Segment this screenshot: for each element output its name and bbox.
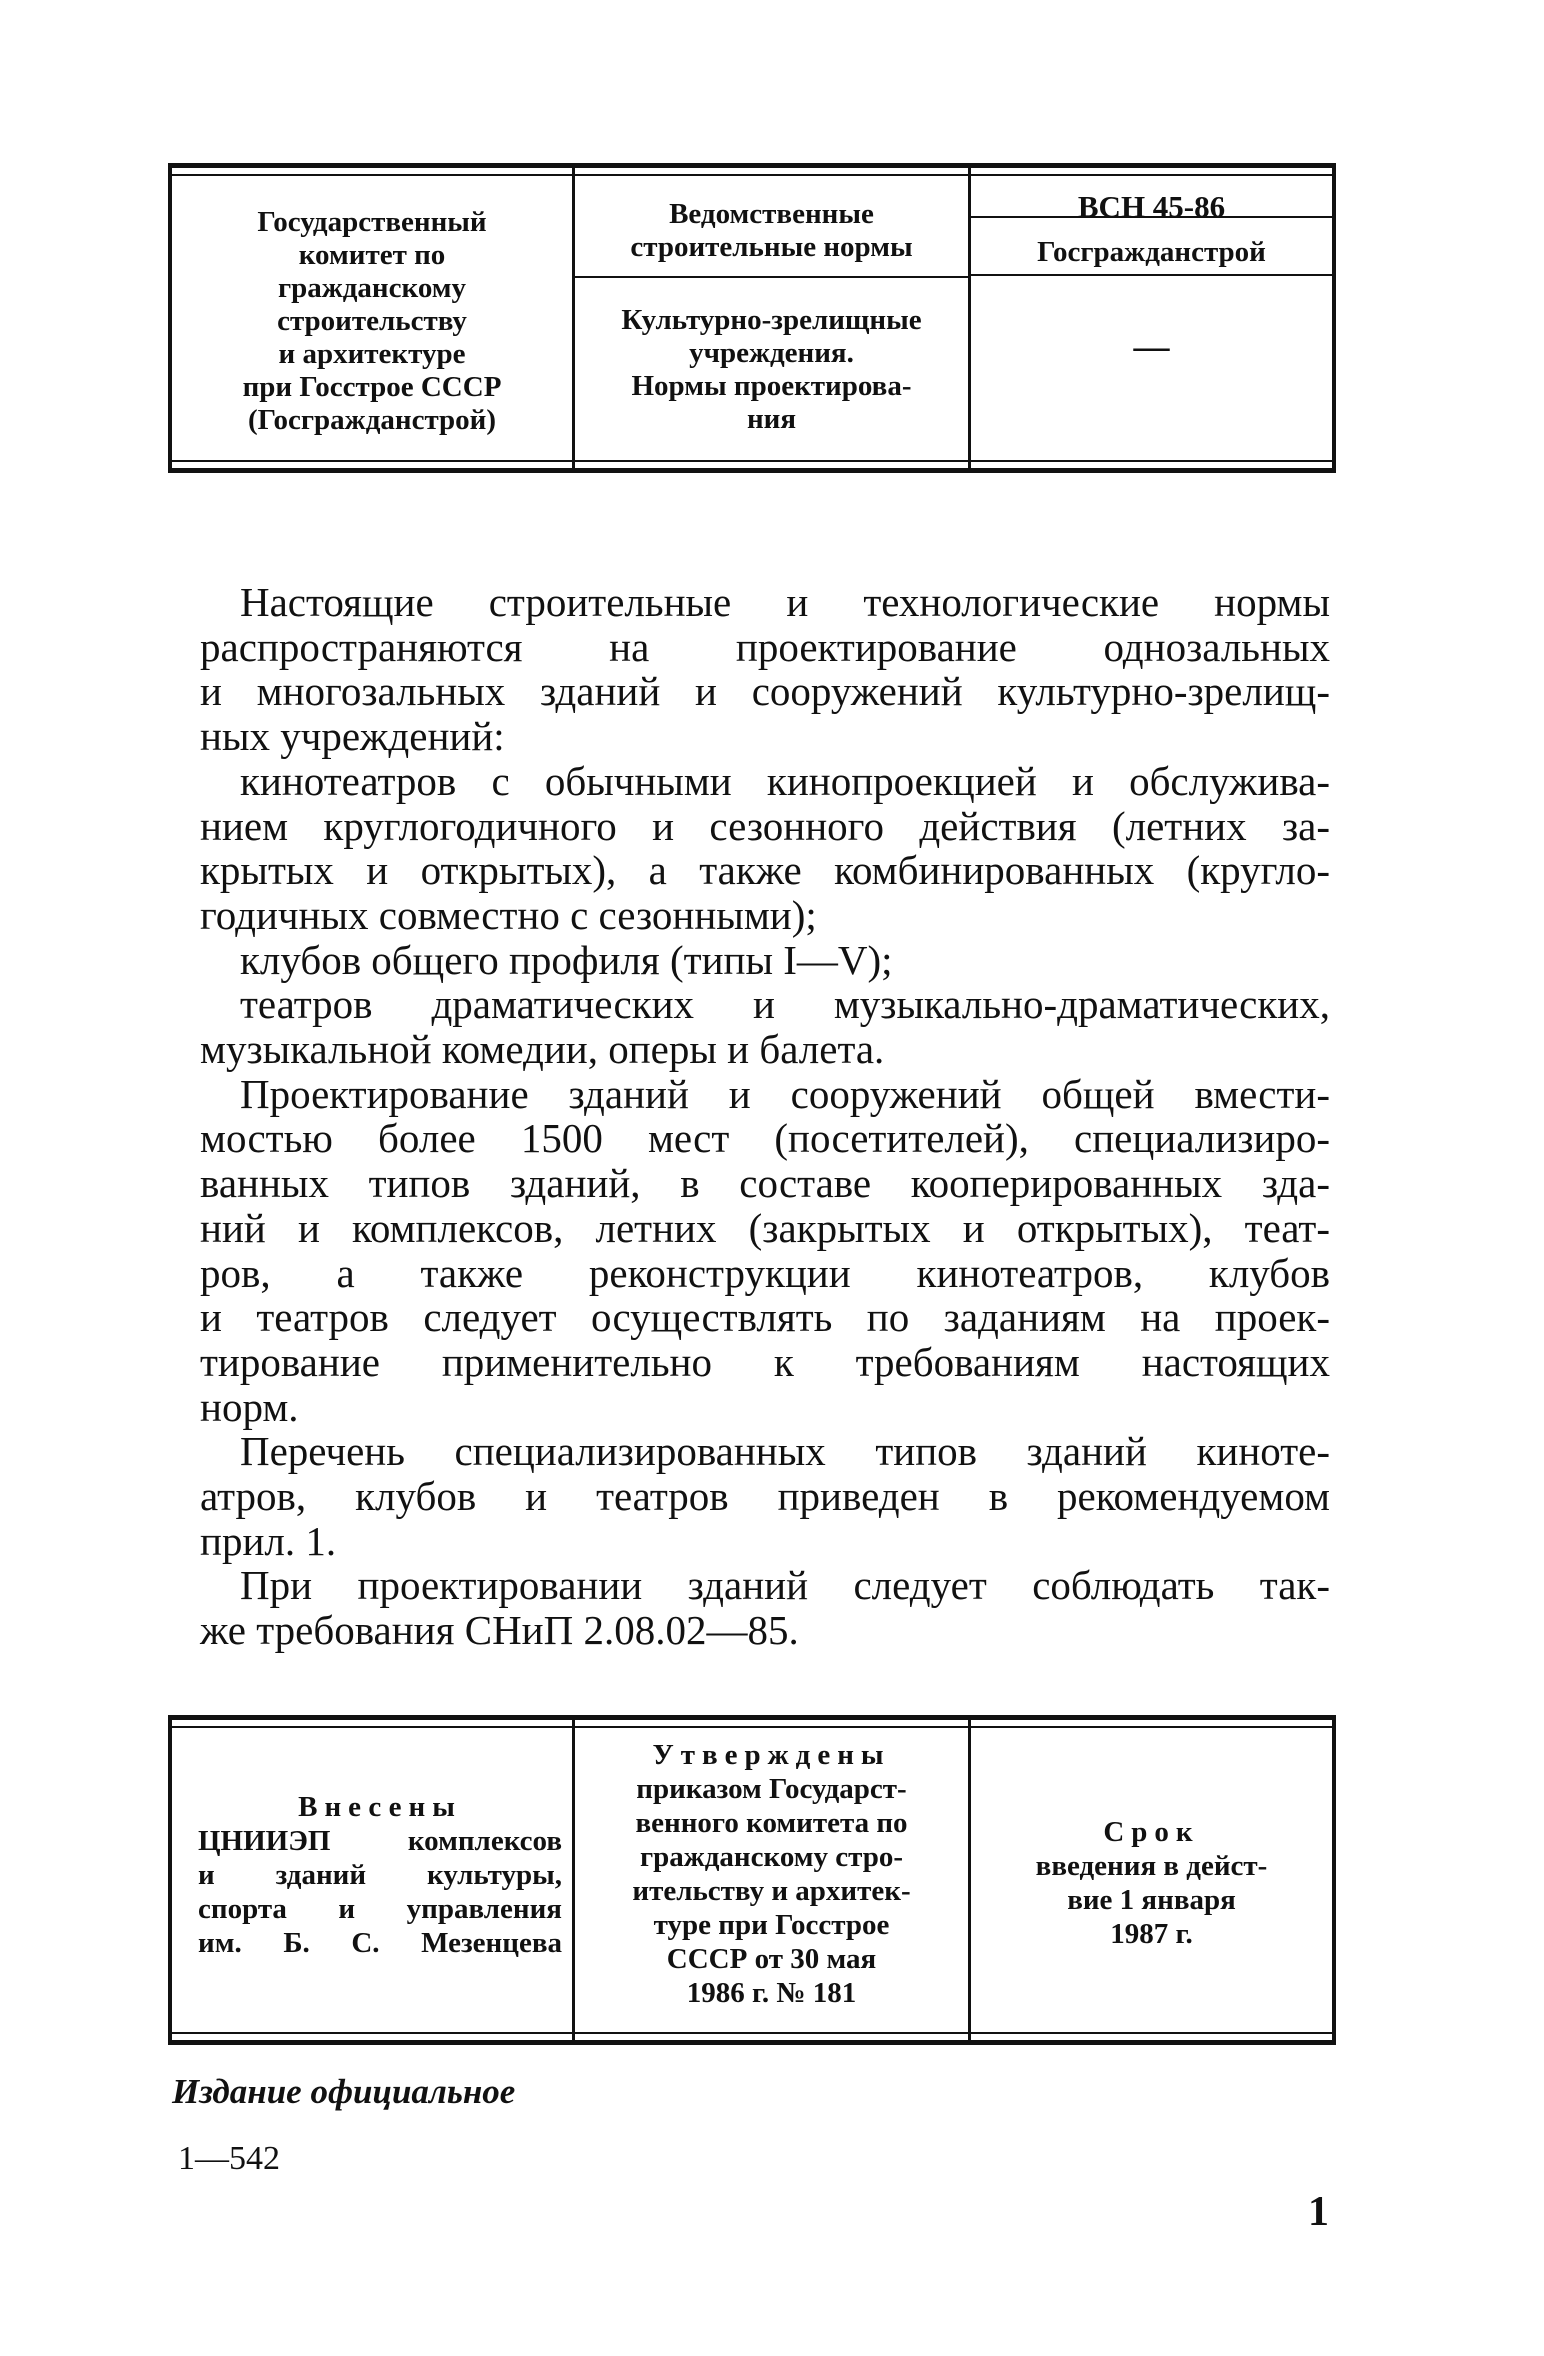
body-text <box>200 580 1330 1653</box>
paragraph-scope: Настоящие строительные и технологические нормы распространяются на проектирование однозальных и многозальных зданий и сооружений культурно-зрелищ- ных учреждений: <box>200 579 1330 760</box>
doc-title-cell <box>575 168 971 468</box>
edition-note: Издание официальное <box>172 2072 516 2111</box>
issuer-cell <box>168 168 575 468</box>
submitted-label: Внесены <box>298 1791 462 1823</box>
page-number: 1 <box>1308 2189 1329 2235</box>
issuer-line: и архитектуре <box>278 338 466 370</box>
doc-agency: Госгражданстрой <box>971 218 1332 276</box>
replaces-value: — <box>1133 326 1170 366</box>
paragraph-list: Перечень специализированных типов зданий киноте- атров, клубов и театров приведен в рекомендуемом прил. 1. <box>200 1428 1330 1564</box>
header-table <box>168 163 1336 473</box>
term-cell: Срок введения в дейст- вие 1 января 1987 г. <box>971 1720 1336 2040</box>
issuer-line: (Госгражданстрой) <box>247 404 497 436</box>
approval-table <box>168 1715 1336 2045</box>
doc-code: ВСН 45-86 <box>971 168 1332 218</box>
paragraph-clubs: клубов общего профиля (типы I—V); <box>240 936 893 983</box>
paragraph-cinemas: кинотеатров с обычными кинопроекцией и обслужива- нием круглогодичного и сезонного действия (летних за- крытых и открытых), а также комбинированных (кругло- годичных совместно с сезонными); <box>200 757 1330 938</box>
approved-label: Утверждены <box>652 1739 891 1771</box>
code-cell <box>971 168 1336 468</box>
submitted-cell: Внесены ЦНИИЭП комплексов и зданий культуры, спорта и управления им. Б. С. Мезенцева <box>168 1720 575 2040</box>
issuer-line: Государственный <box>257 206 487 238</box>
approved-cell: Утверждены приказом Государст- венного комитета по гражданскому стро- ительству и архитек- туре при Госстрое СССР от 30 мая 1986 г. № 181 <box>575 1720 971 2040</box>
paragraph-theatres: театров драматических и музыкально-драматических, музыкальной комедии, оперы и балета. <box>200 981 1330 1073</box>
term-label: Срок <box>1103 1816 1200 1848</box>
issuer-line: комитет по <box>298 239 446 271</box>
doc-type: Ведомственные строительные нормы <box>575 168 968 278</box>
doc-title: Культурно-зрелищные учреждения. Нормы проектирова- ния <box>621 304 922 435</box>
issuer-line: гражданскому <box>277 272 467 304</box>
print-code: 1—542 <box>178 2140 280 2177</box>
paragraph-design: Проектирование зданий и сооружений общей вмести- мостью более 1500 мест (посетителей), специализиро- ванных типов зданий, в составе кооперированных зда- ний и комплексов, летних (закрытых и открытых), теат- ров, а также реконструкции кинотеатров, клубов и театров следует осуществлять по заданиям на проек- тирование применительно к требованиям настоящих норм. <box>200 1070 1330 1430</box>
paragraph-snip: При проектировании зданий следует соблюдать так- же требования СНиП 2.08.02—85. <box>200 1562 1330 1654</box>
issuer-line: строительству <box>277 305 467 337</box>
issuer-line: при Госстрое СССР <box>242 371 502 403</box>
